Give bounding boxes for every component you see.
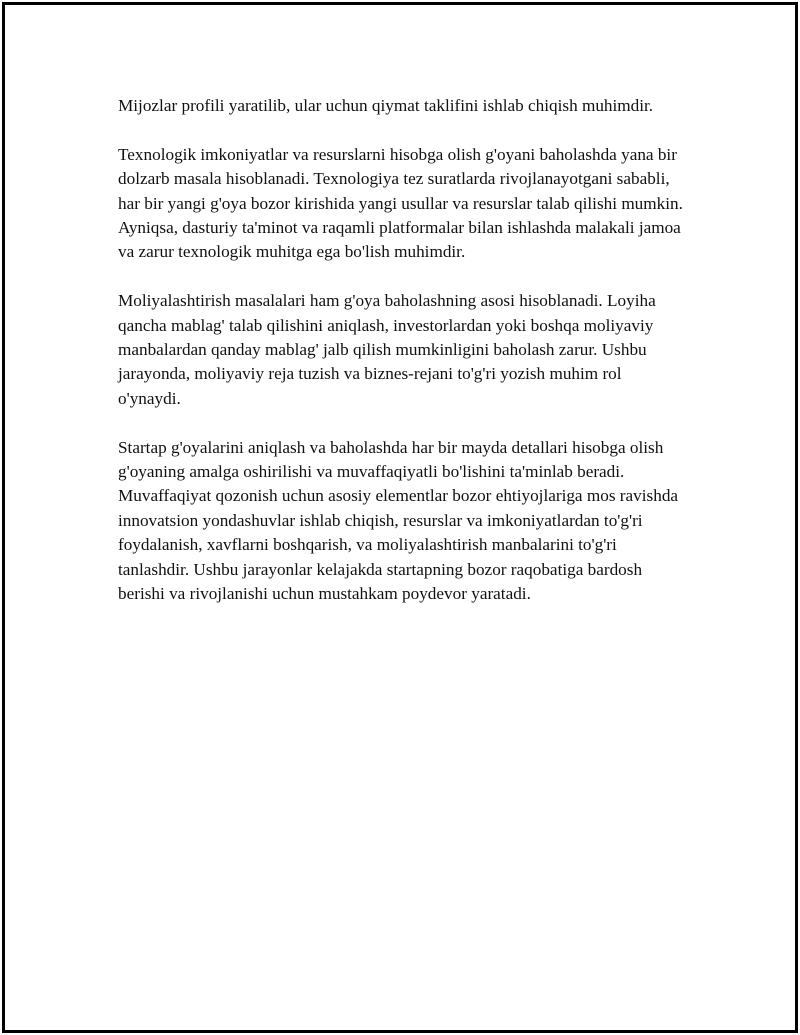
paragraph-customer-profile: Mijozlar profili yaratilib, ular uchun qiymat taklifini ishlab chiqish muhimdir. xyxy=(118,96,654,115)
paragraph-conclusion: Startap g'oyalarini aniqlash va baholashda har bir mayda detallari hisobga olish g'oyaning amalga oshirilishi va muvaffaqiyatli bo'lishini ta'minlab beradi. Muvaffaqiyat qozonish uchun asosiy elementlar bozor ehtiyojlariga mos ravishda innovatsion yondashuvlar ishlab chiqish, resurslar va imkoniyatlardan to'g'ri foydalanish, xavflarni boshqarish, va moliyalashtirish manbalarini to'g'ri tanlashdir. Ushbu jarayonlar kelajakda startapning bozor raqobatiga bardosh berishi va rivojlanishi uchun mustahkam poydevor yaratadi. xyxy=(118,437,679,604)
paragraph-technology-resources: Texnologik imkoniyatlar va resurslarni hisobga olish g'oyani baholashda yana bir dolzarb masala hisoblanadi. Texnologiya tez suratlarda rivojlanayotgani sababli, har bir yangi g'oya bozor kirishida yangi usullar va resurslar talab qilishi mumkin. Ayniqsa, dasturiy ta'minot va raqamli platformalar bilan ishlashda malakali jamoa va zarur texnologik muhitga ega bo'lish muhimdir. xyxy=(118,144,683,262)
document-body xyxy=(118,94,688,631)
paragraph-financing: Moliyalashtirish masalalari ham g'oya baholashning asosi hisoblanadi. Loyiha qancha mablag' talab qilishini aniqlash, investorlardan yoki boshqa moliyaviy manbalardan qanday mablag' jalb qilish mumkinligini baholash zarur. Ushbu jarayonda, moliyaviy reja tuzish va biznes-rejani to'g'ri yozish muhim rol o'ynaydi. xyxy=(118,291,656,408)
